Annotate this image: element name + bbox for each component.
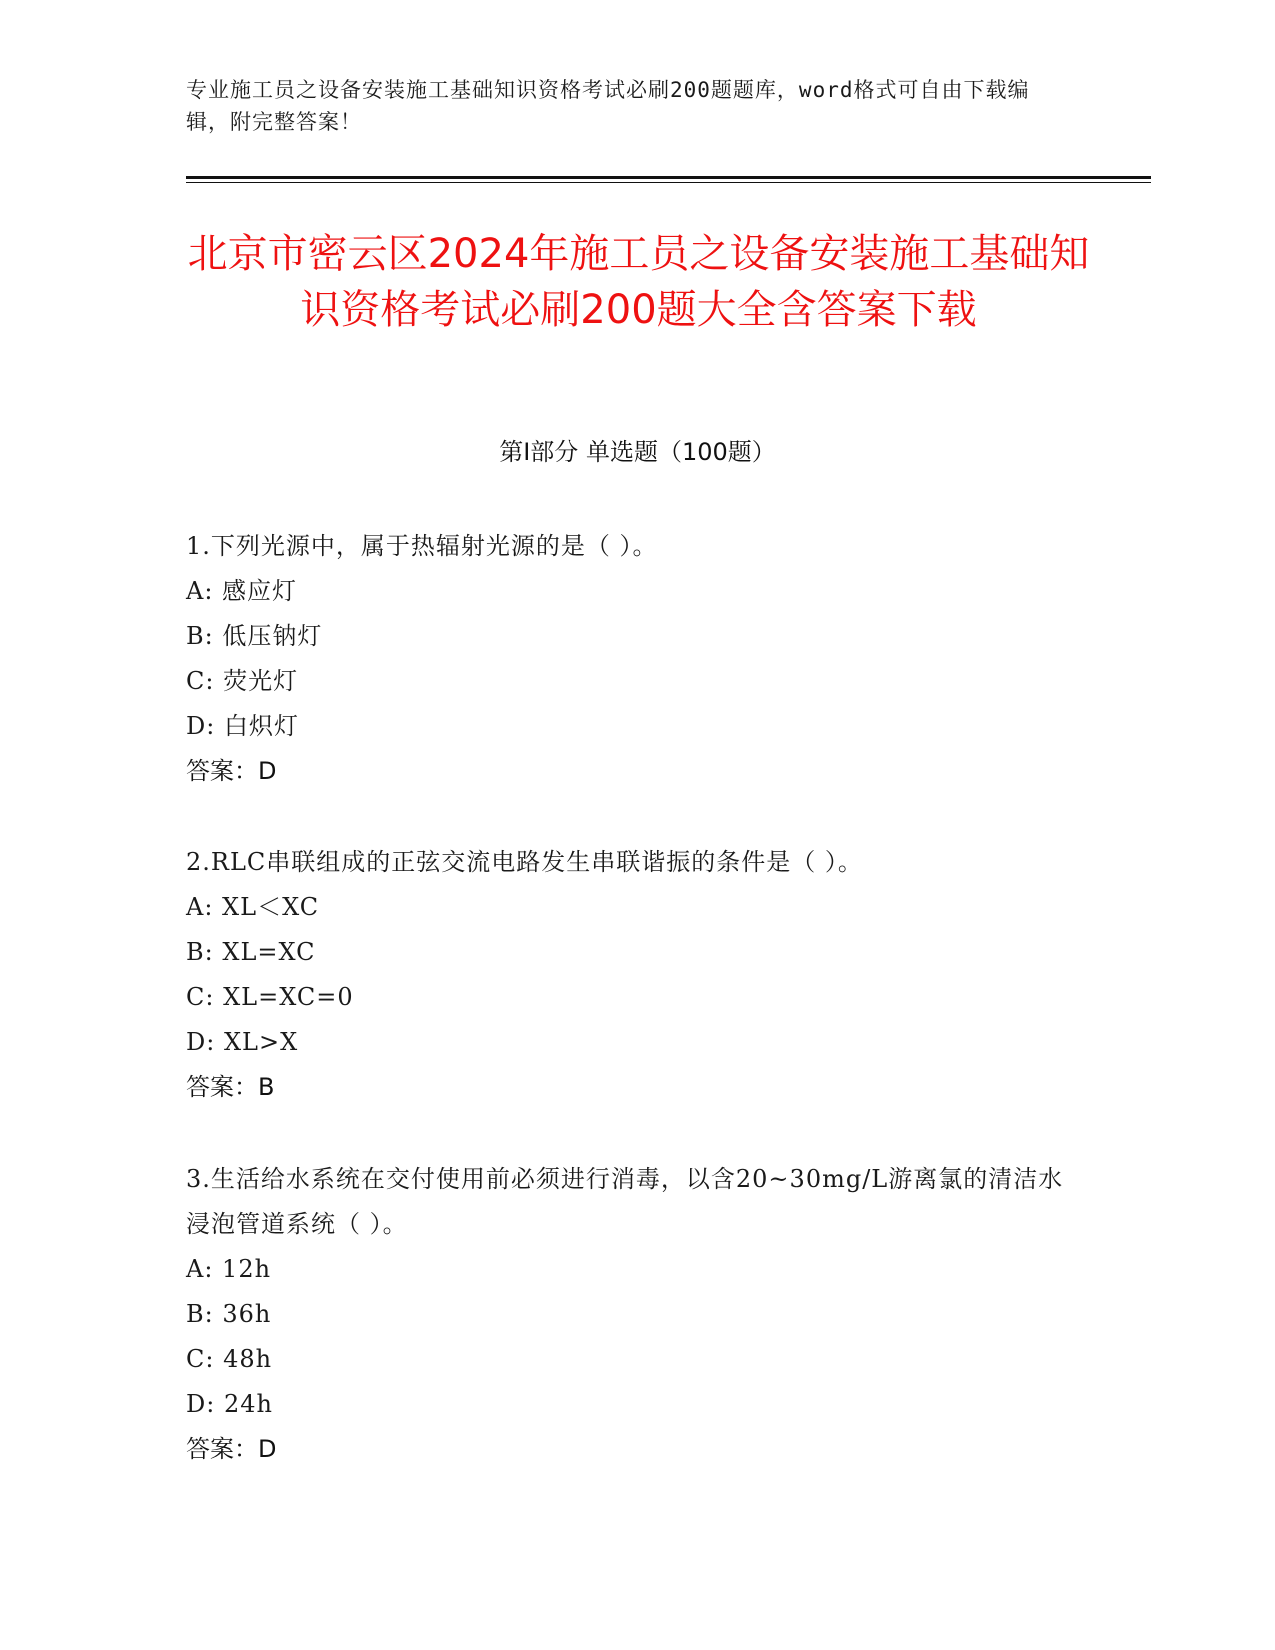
answer: 答案：D	[186, 757, 277, 785]
question-2	[186, 840, 1066, 1110]
option-d: D: 24h	[186, 1390, 273, 1418]
header-divider-thick	[186, 176, 1151, 179]
question-1	[186, 524, 1066, 794]
option-a: A: 12h	[186, 1255, 272, 1283]
option-a: A: XL＜XC	[186, 893, 320, 921]
question-text: 1.下列光源中，属于热辐射光源的是（ ）。	[186, 532, 658, 560]
answer: 答案：D	[186, 1435, 277, 1463]
document-title: 北京市密云区2024年施工员之设备安装施工基础知识资格考试必刷200题大全含答案下载	[187, 231, 1090, 333]
answer: 答案：B	[186, 1073, 275, 1101]
header-divider-thin	[186, 182, 1151, 183]
option-b: B: 36h	[186, 1300, 272, 1328]
header-note: 专业施工员之设备安装施工基础知识资格考试必刷200题题库，word格式可自由下载编辑，附完整答案！	[186, 78, 1030, 134]
option-c: C: 荧光灯	[186, 667, 299, 695]
option-b: B: XL=XC	[186, 938, 316, 966]
option-c: C: 48h	[186, 1345, 273, 1373]
option-b: B: 低压钠灯	[186, 622, 323, 650]
question-3	[186, 1157, 1066, 1472]
option-d: D: 白炽灯	[186, 712, 299, 740]
question-text: 2.RLC串联组成的正弦交流电路发生串联谐振的条件是（ ）。	[186, 848, 863, 876]
option-d: D: XL>X	[186, 1028, 299, 1056]
option-c: C: XL=XC=0	[186, 983, 354, 1011]
question-text: 3.生活给水系统在交付使用前必须进行消毒，以含20~30mg/L游离氯的清洁水浸泡管道系统（ ）。	[186, 1165, 1064, 1238]
section-heading: 第I部分 单选题（100题）	[499, 438, 776, 466]
option-a: A: 感应灯	[186, 577, 298, 605]
